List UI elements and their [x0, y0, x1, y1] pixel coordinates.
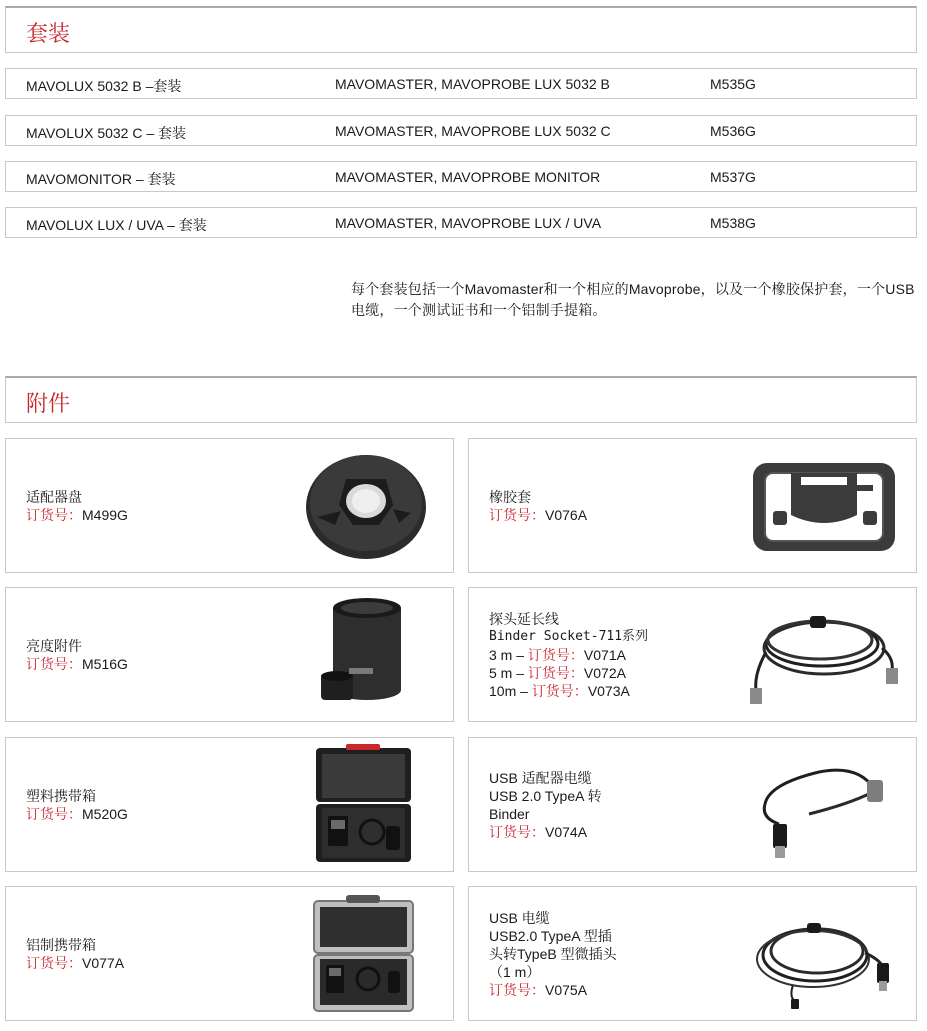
order-code: M499G	[82, 506, 128, 523]
kit-order-code: M535G	[710, 76, 756, 92]
kit-order-code: M537G	[710, 169, 756, 185]
order-code: V077A	[82, 954, 125, 971]
accessory-name: 适配器盘	[26, 488, 82, 505]
accessory-description-line: （1 m）	[489, 963, 541, 980]
kit-contents: MAVOMASTER, MAVOPROBE LUX 5032 B	[335, 76, 610, 92]
cable-length: 3 m –	[489, 646, 525, 663]
adapter-disc-icon	[301, 445, 431, 567]
kit-row	[5, 161, 917, 192]
kit-row	[5, 207, 917, 238]
kit-contents-note: 每个套装包括一个Mavomaster和一个相应的Mavoprobe，以及一个橡胶保护套，一个USB 电缆，一个测试证书和一个铝制手提箱。	[351, 281, 915, 318]
accessory-card-aluminium-case	[5, 886, 454, 1021]
accessory-description-line: USB2.0 TypeA 型插	[489, 927, 612, 944]
kits-section-title: 套装	[26, 21, 71, 46]
order-number-label: 订货号：	[26, 805, 82, 822]
accessory-name: 塑料携带箱	[26, 787, 96, 804]
order-number-label: 订货号：	[489, 823, 545, 840]
order-number-label: 订货号：	[489, 506, 545, 523]
kit-order-code: M536G	[710, 123, 756, 139]
accessory-card-usb-cable	[468, 886, 917, 1021]
order-code: V071A	[583, 646, 626, 663]
order-code: V072A	[583, 664, 626, 681]
kit-name: MAVOLUX 5032 B –套装	[26, 78, 182, 94]
order-number-label: 订货号：	[26, 506, 82, 523]
order-number-label: 订货号：	[26, 954, 82, 971]
kit-contents: MAVOMASTER, MAVOPROBE MONITOR	[335, 169, 601, 185]
kit-order-code: M538G	[710, 215, 756, 231]
usb-cable-icon	[749, 893, 899, 1015]
kit-contents: MAVOMASTER, MAVOPROBE LUX / UVA	[335, 215, 602, 231]
accessory-card-rubber-sleeve	[468, 438, 917, 573]
order-number-label: 订货号：	[527, 646, 584, 663]
order-code: V073A	[587, 682, 630, 699]
order-code: M520G	[82, 805, 128, 822]
accessory-name: 探头延长线	[489, 610, 559, 627]
accessory-card-plastic-case	[5, 737, 454, 872]
rubber-sleeve-icon	[749, 445, 899, 567]
kit-name: MAVOLUX LUX / UVA – 套装	[26, 217, 207, 233]
accessories-section-title: 附件	[26, 391, 71, 416]
order-code: V076A	[545, 506, 588, 523]
accessories-section-header	[5, 376, 917, 423]
kits-section-header	[5, 6, 917, 53]
cable-length: 5 m –	[489, 664, 525, 681]
order-code: V074A	[545, 823, 588, 840]
order-code: V075A	[545, 981, 588, 998]
order-number-label: 订货号：	[527, 664, 584, 681]
accessory-name: 橡胶套	[489, 488, 531, 505]
usb-adapter-cable-icon	[749, 744, 899, 866]
accessory-name: 铝制携带箱	[26, 936, 96, 953]
extension-cable-icon	[744, 594, 904, 716]
luminance-attachment-icon	[301, 594, 431, 716]
cable-series: Binder Socket-711系列	[489, 628, 649, 644]
order-number-label: 订货号：	[489, 981, 545, 998]
accessory-name: 亮度附件	[26, 637, 82, 654]
accessory-description-line: 头转TypeB 型微插头	[489, 945, 617, 962]
plastic-case-icon	[306, 744, 421, 866]
kit-contents: MAVOMASTER, MAVOPROBE LUX 5032 C	[335, 123, 611, 139]
accessory-card-extension-cable	[468, 587, 917, 722]
accessory-description-line: USB 2.0 TypeA 转	[489, 787, 602, 804]
kit-name: MAVOMONITOR – 套装	[26, 171, 176, 187]
kit-name: MAVOLUX 5032 C – 套装	[26, 125, 187, 141]
accessory-name: USB 电缆	[489, 909, 550, 926]
cable-length: 10m –	[489, 682, 528, 699]
accessory-card-luminance-attachment	[5, 587, 454, 722]
order-number-label: 订货号：	[26, 655, 82, 672]
accessory-card-usb-adapter-cable	[468, 737, 917, 872]
order-number-label: 订货号：	[531, 682, 588, 699]
aluminium-case-icon	[306, 895, 421, 1017]
order-code: M516G	[82, 655, 128, 672]
kit-row	[5, 115, 917, 146]
accessory-name: USB 适配器电缆	[489, 769, 592, 786]
accessory-description-line: Binder	[489, 805, 530, 822]
kit-row	[5, 68, 917, 99]
accessory-card-adapter-disc	[5, 438, 454, 573]
